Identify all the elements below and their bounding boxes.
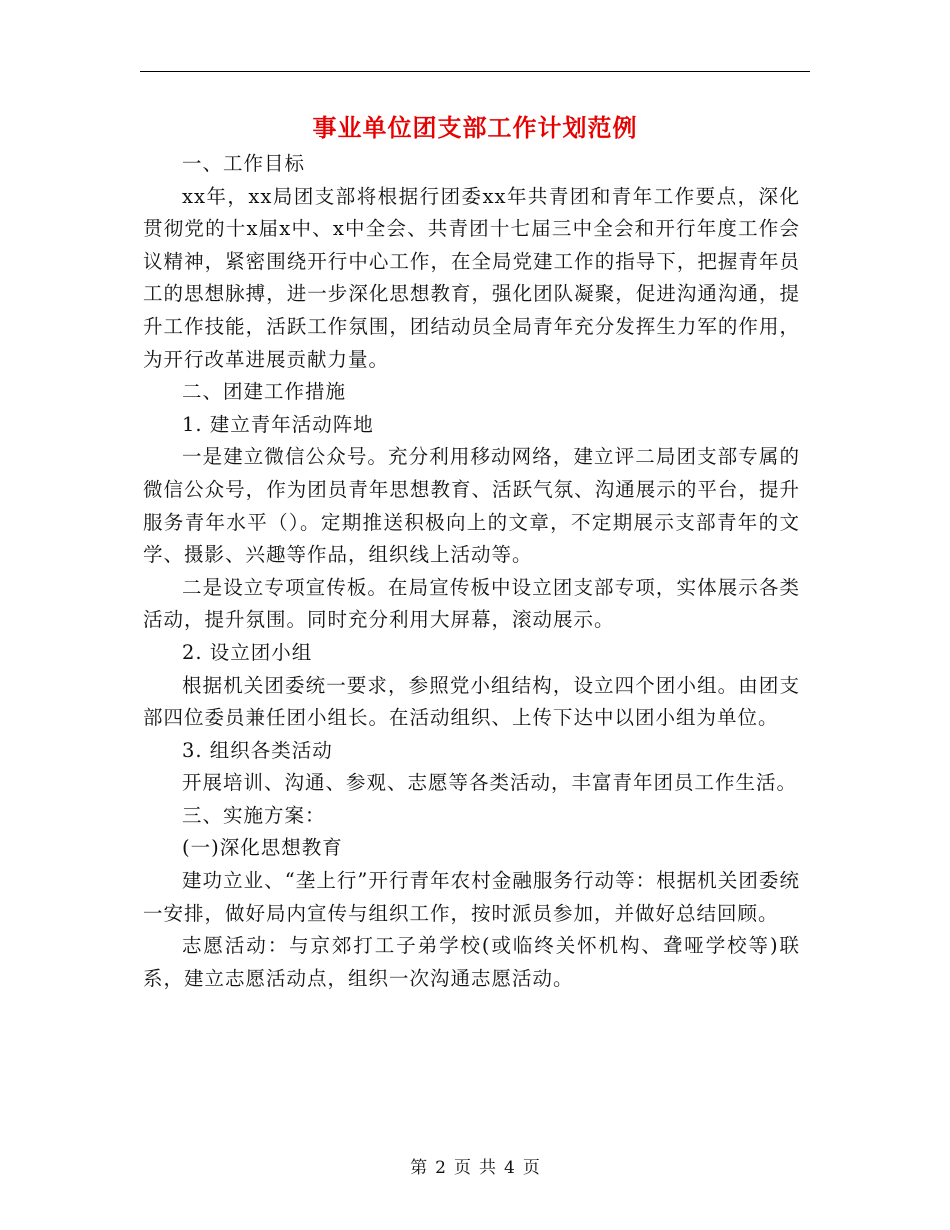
paragraph-goals: xx年，xx局团支部将根据行团委xx年共青团和青年工作要点，深化贯彻党的十x届x中、x中全会、共青团十七届三中全会和开行年度工作会议精神，紧密围绕开行中心工作，在全局党建工作的指导下，把握青年员工的思想脉搏，进一步深化思想教育，强化团队凝聚，促进沟通沟通，提升工作技能，活跃工作氛围，团结动员全局青年充分发挥生力军的作用，为开行改革进展贡献力量。: [143, 184, 800, 371]
subheading-activities: 3. 组织各类活动: [182, 738, 333, 762]
document-body: [143, 148, 800, 995]
section-heading-plan: 三、实施方案：: [182, 803, 326, 827]
footer-suffix: 页: [522, 1158, 540, 1178]
paragraph-volunteer: 志愿活动：与京郊打工子弟学校(或临终关怀机构、聋哑学校等)联系，建立志愿活动点，组织一次沟通志愿活动。: [143, 934, 800, 990]
footer-total-pages: 4: [504, 1158, 515, 1178]
paragraph-board: 二是设立专项宣传板。在局宣传板中设立团支部专项，实体展示各类活动，提升氛围。同时充分利用大屏幕，滚动展示。: [143, 575, 800, 632]
section-heading-measures: 二、团建工作措施: [182, 380, 347, 404]
subheading-education: (一)深化思想教育: [182, 836, 343, 860]
paragraph-groups: 根据机关团委统一要求，参照党小组结构，设立四个团小组。由团支部四位委员兼任团小组长。在活动组织、上传下达中以团小组为单位。: [143, 673, 800, 730]
page-footer: [0, 1153, 950, 1178]
document-title: 事业单位团支部工作计划范例: [312, 113, 638, 142]
section-heading-goals: 一、工作目标: [182, 152, 306, 175]
paragraph-activities: 开展培训、沟通、参观、志愿等各类活动，丰富青年团员工作生活。: [182, 771, 798, 795]
footer-total-word: 共: [479, 1158, 496, 1178]
footer-prefix: 第: [410, 1158, 428, 1178]
footer-current-page: 2: [435, 1158, 446, 1178]
footer-page-word: 页: [454, 1158, 471, 1178]
paragraph-wechat: 一是建立微信公众号。充分利用移动网络，建立评二局团支部专属的微信公众号，作为团员青年思想教育、活跃气氛、沟通展示的平台，提升服务青年水平（）。定期推送积极向上的文章，不定期展示支部青年的文学、摄影、兴趣等作品，组织线上活动等。: [143, 445, 800, 567]
subheading-activity-base: 1. 建立青年活动阵地: [182, 412, 374, 436]
paragraph-rural-finance: 建功立业、“垄上行”开行青年农村金融服务行动等：根据机关团委统一安排，做好局内宣传与组织工作，按时派员参加，并做好总结回顾。: [143, 869, 800, 925]
header-rule: [140, 71, 810, 72]
subheading-groups: 2. 设立团小组: [182, 640, 313, 664]
